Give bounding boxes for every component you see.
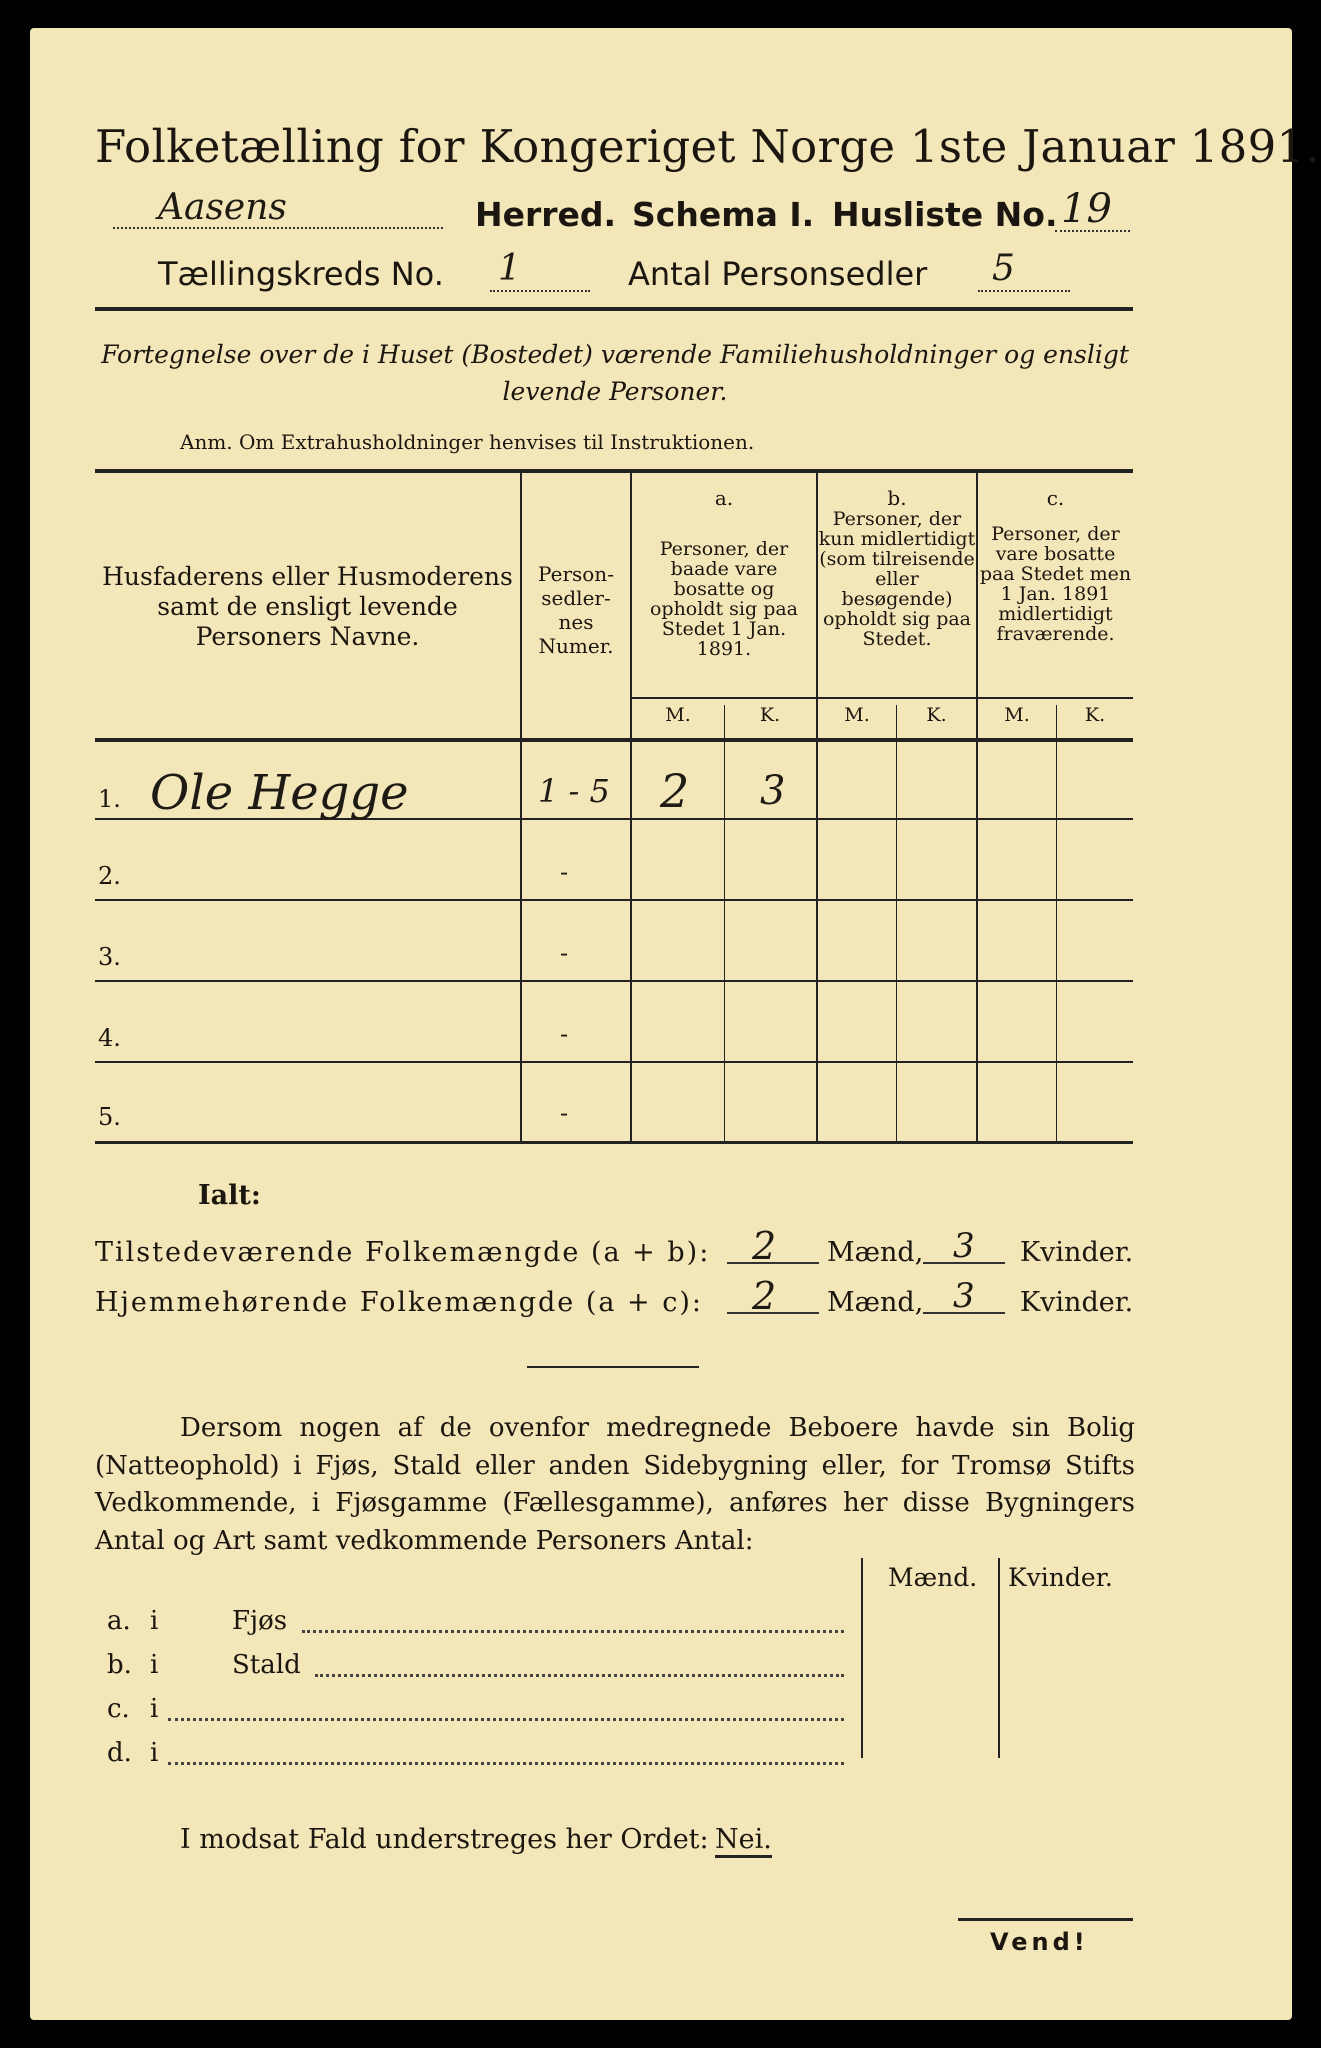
vend-label: Vend! xyxy=(990,1928,1089,1956)
col-divider xyxy=(520,472,522,1142)
census-form-page xyxy=(30,28,1292,2020)
hjemme-men-value: 2 xyxy=(752,1274,777,1318)
building-item-dots xyxy=(315,1674,844,1677)
col-a-letter: a. xyxy=(714,486,734,510)
b-k-label: K. xyxy=(926,704,947,726)
mk-divider xyxy=(630,697,1133,699)
form-title: Folketælling for Kongeriget Norge 1ste Januar 1891. xyxy=(95,120,1321,173)
antal-handwritten: 5 xyxy=(992,248,1015,289)
tilstede-label: Tilstedeværende Folkemængde (a + b): xyxy=(95,1237,711,1268)
building-item-prep: i xyxy=(150,1650,159,1680)
footer-text: I modsat Fald understreges her Ordet: xyxy=(180,1824,709,1855)
herred-label: Herred. xyxy=(475,195,617,234)
tilstede-maend-label: Mænd, xyxy=(827,1237,924,1268)
tilstede-kvinder-label: Kvinder. xyxy=(1020,1237,1134,1268)
building-item-prep: i xyxy=(150,1738,159,1768)
row-person-number: - xyxy=(560,858,569,886)
vend-line xyxy=(958,1918,1133,1921)
buildings-kvinder-header: Kvinder. xyxy=(1008,1563,1113,1592)
hjemme-kvinder-label: Kvinder. xyxy=(1020,1287,1134,1318)
row-line xyxy=(95,899,1133,901)
kreds-handwritten: 1 xyxy=(498,248,521,289)
row-name-handwritten: Ole Hegge xyxy=(150,765,409,821)
row-person-number: - xyxy=(560,1099,569,1127)
col-header-name: Husfaderens eller Husmoderens samt de ensligt levende Personers Navne. xyxy=(102,562,513,651)
c-k-label: K. xyxy=(1084,704,1106,726)
row-a-m-value: 2 xyxy=(660,764,690,818)
col-header-number: Person-sedler-nes Numer. xyxy=(538,562,614,658)
husliste-label: Husliste No. xyxy=(832,195,1058,234)
nei-underlined: Nei. xyxy=(715,1824,772,1858)
building-item-label: Fjøs xyxy=(232,1606,288,1636)
buildings-col-divider xyxy=(861,1558,863,1758)
col-b-letter: b. xyxy=(887,486,907,510)
hjemme-women-value: 3 xyxy=(953,1276,975,1316)
antal-label: Antal Personsedler xyxy=(628,255,928,293)
building-item-dots xyxy=(302,1630,844,1633)
building-item-label: Stald xyxy=(232,1650,301,1680)
hjemme-maend-label: Mænd, xyxy=(827,1287,924,1318)
kreds-field xyxy=(490,248,590,292)
tilstede-men-value: 2 xyxy=(752,1224,777,1268)
building-item-prep: i xyxy=(150,1694,159,1724)
building-item-prep: i xyxy=(150,1606,159,1636)
row-number: 2. xyxy=(98,862,121,890)
husliste-field xyxy=(1055,186,1130,232)
buildings-col-divider xyxy=(998,1558,1000,1758)
col-c-letter: c. xyxy=(1046,486,1065,510)
building-item-dots xyxy=(168,1718,844,1721)
building-item-letter: c. xyxy=(107,1694,130,1724)
buildings-maend-header: Mænd. xyxy=(888,1563,978,1592)
schema-label: Schema I. xyxy=(632,195,815,234)
building-item-letter: d. xyxy=(107,1738,132,1768)
row-number: 5. xyxy=(98,1103,121,1131)
building-item-letter: a. xyxy=(107,1606,131,1636)
row-number: 1. xyxy=(98,785,121,813)
herred-handwritten: Aasens xyxy=(158,187,287,228)
row-number: 3. xyxy=(98,943,121,971)
row-person-number: - xyxy=(560,939,569,967)
row-line xyxy=(95,980,1133,982)
col-a-text: Personer, der baade vare bosatte og opholdt sig paa Stedet 1 Jan. 1891. xyxy=(649,538,799,660)
row-line xyxy=(95,1061,1133,1063)
row-person-number: - xyxy=(560,1020,569,1048)
building-item-letter: b. xyxy=(107,1650,132,1680)
hjemme-label: Hjemmehørende Folkemængde (a + c): xyxy=(95,1287,703,1318)
anm-note: Anm. Om Extrahusholdninger henvises til Instruktionen. xyxy=(180,430,755,454)
herred-field xyxy=(113,187,443,229)
c-m-label: M. xyxy=(1004,704,1030,726)
row-person-number: 1 - 5 xyxy=(538,772,610,810)
buildings-paragraph: Dersom nogen af de ovenfor medregnede Beboere havde sin Bolig (Natteophold) i Fjøs, Stald eller anden Sidebygning eller, for Tromsø Stifts Vedkommende, i Fjøsgamme (Fællesgamme), anføres her disse Bygningers Antal og Art samt vedkommende Personers Antal: xyxy=(95,1413,1135,1557)
col-divider xyxy=(724,705,725,1142)
husliste-handwritten: 19 xyxy=(1061,186,1112,232)
col-divider xyxy=(630,472,632,1142)
section-divider xyxy=(527,1366,699,1368)
kreds-label: Tællingskreds No. xyxy=(158,255,444,293)
building-item-dots xyxy=(168,1762,844,1765)
tilstede-women-value: 3 xyxy=(953,1226,975,1266)
col-c-text: Personer, der vare bosatte paa Stedet men 1 Jan. 1891 midlertidigt fraværende. xyxy=(979,523,1132,645)
header-divider xyxy=(95,307,1133,311)
row-number: 4. xyxy=(98,1024,121,1052)
ialt-label: Ialt: xyxy=(198,1180,261,1211)
antal-field xyxy=(978,248,1070,292)
col-divider xyxy=(1056,705,1057,1142)
b-m-label: M. xyxy=(844,704,870,726)
a-k-label: K. xyxy=(759,704,781,726)
a-m-label: M. xyxy=(665,704,691,726)
intro-line-1: Fortegnelse over de i Huset (Bostedet) værende Familiehusholdninger og ensligt xyxy=(101,340,1129,369)
col-divider xyxy=(896,705,897,1142)
col-b-text: Personer, der kun midlertidigt (som tilreisende eller besøgende) opholdt sig paa Stedet. xyxy=(818,508,976,650)
row-a-k-value: 3 xyxy=(760,768,786,814)
intro-line-2: levende Personer. xyxy=(502,377,728,406)
